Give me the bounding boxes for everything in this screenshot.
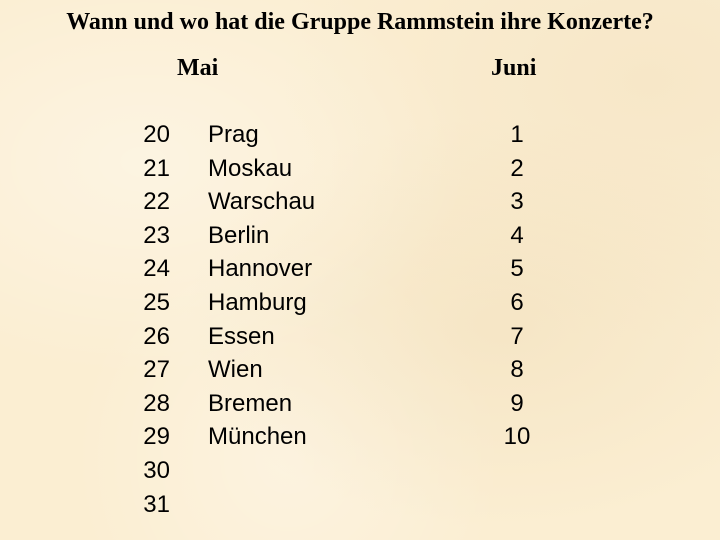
may-day: 23 — [143, 221, 170, 249]
june-day: 5 — [510, 255, 524, 283]
june-day: 10 — [503, 423, 531, 451]
may-day: 30 — [143, 456, 170, 484]
june-day: 3 — [510, 188, 524, 216]
may-day: 28 — [143, 389, 170, 417]
header-june: Juni — [491, 55, 537, 81]
june-days-column — [490, 118, 544, 454]
city-name: Warschau — [208, 188, 316, 216]
city-name: Prag — [208, 121, 259, 148]
may-day: 22 — [143, 188, 170, 216]
city-name: Moskau — [208, 154, 293, 182]
june-day: 4 — [510, 221, 524, 249]
page-title: Wann und wo hat die Gruppe Rammstein ihre Konzerte? — [66, 9, 654, 35]
city-name: München — [208, 423, 307, 451]
may-day: 29 — [143, 423, 170, 451]
may-day: 24 — [143, 255, 170, 283]
may-day: 26 — [143, 322, 170, 350]
header-may: Mai — [177, 55, 219, 81]
city-name: Bremen — [208, 389, 293, 417]
may-day: 21 — [143, 154, 170, 182]
may-day: 25 — [143, 288, 170, 316]
may-days-column — [120, 118, 170, 521]
june-day: 7 — [510, 322, 524, 350]
may-day: 27 — [143, 356, 170, 384]
city-name: Wien — [208, 356, 263, 384]
june-day: 8 — [510, 356, 524, 384]
city-name: Essen — [208, 322, 275, 350]
june-day: 2 — [510, 154, 524, 182]
city-name: Berlin — [208, 221, 270, 249]
june-day: 9 — [510, 389, 524, 417]
cities-column — [208, 118, 408, 454]
may-day: 31 — [143, 490, 170, 518]
june-day: 6 — [510, 288, 524, 316]
city-name: Hannover — [208, 255, 313, 283]
may-day: 20 — [143, 121, 170, 148]
june-day: 1 — [510, 121, 524, 148]
city-name: Hamburg — [208, 288, 307, 316]
